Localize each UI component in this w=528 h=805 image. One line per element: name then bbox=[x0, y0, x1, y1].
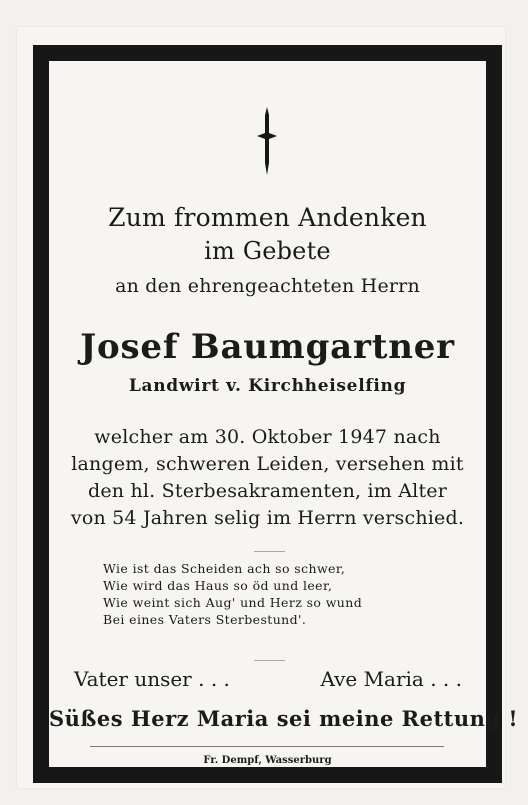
prayer-hail-mary: Ave Maria . . . bbox=[320, 667, 462, 691]
divider-bottom bbox=[254, 660, 285, 661]
printer-rule bbox=[90, 746, 444, 747]
mourning-border bbox=[33, 45, 519, 783]
prayer-our-father: Vater unser . . . bbox=[74, 667, 230, 691]
divider-top bbox=[254, 551, 285, 552]
cross-icon bbox=[255, 105, 279, 177]
deceased-occupation: Landwirt v. Kirchheiselfing bbox=[128, 376, 407, 396]
card-content bbox=[49, 61, 519, 767]
deceased-name: Josef Baumgartner bbox=[80, 327, 455, 367]
printer-credit: Fr. Dempf, Wasserburg bbox=[203, 755, 332, 766]
obituary-line-1: welcher am 30. Oktober 1947 nach bbox=[94, 426, 441, 448]
poem-line: Wie wird das Haus so öd und leer, bbox=[103, 578, 333, 593]
dedication-line-1: Zum frommen Andenken bbox=[108, 203, 427, 232]
obituary-line-3: den hl. Sterbesakramenten, im Alter bbox=[87, 480, 448, 502]
poem-block bbox=[103, 560, 443, 628]
dedication-line-3: an den ehrengeachteten Herrn bbox=[115, 275, 420, 297]
poem-line: Wie ist das Scheiden ach so schwer, bbox=[103, 561, 346, 576]
poem-line: Wie weint sich Aug' und Herz so wund bbox=[103, 595, 363, 610]
dedication-line-2: im Gebete bbox=[204, 237, 331, 265]
closing-prayer: Süßes Herz Maria sei meine Rettung ! bbox=[49, 706, 519, 731]
obituary-line-4: von 54 Jahren selig im Herrn verschied. bbox=[70, 507, 465, 529]
memorial-card bbox=[17, 27, 519, 788]
obituary-line-2: langem, schweren Leiden, versehen mit bbox=[71, 453, 464, 475]
poem-line: Bei eines Vaters Sterbestund'. bbox=[103, 612, 307, 627]
